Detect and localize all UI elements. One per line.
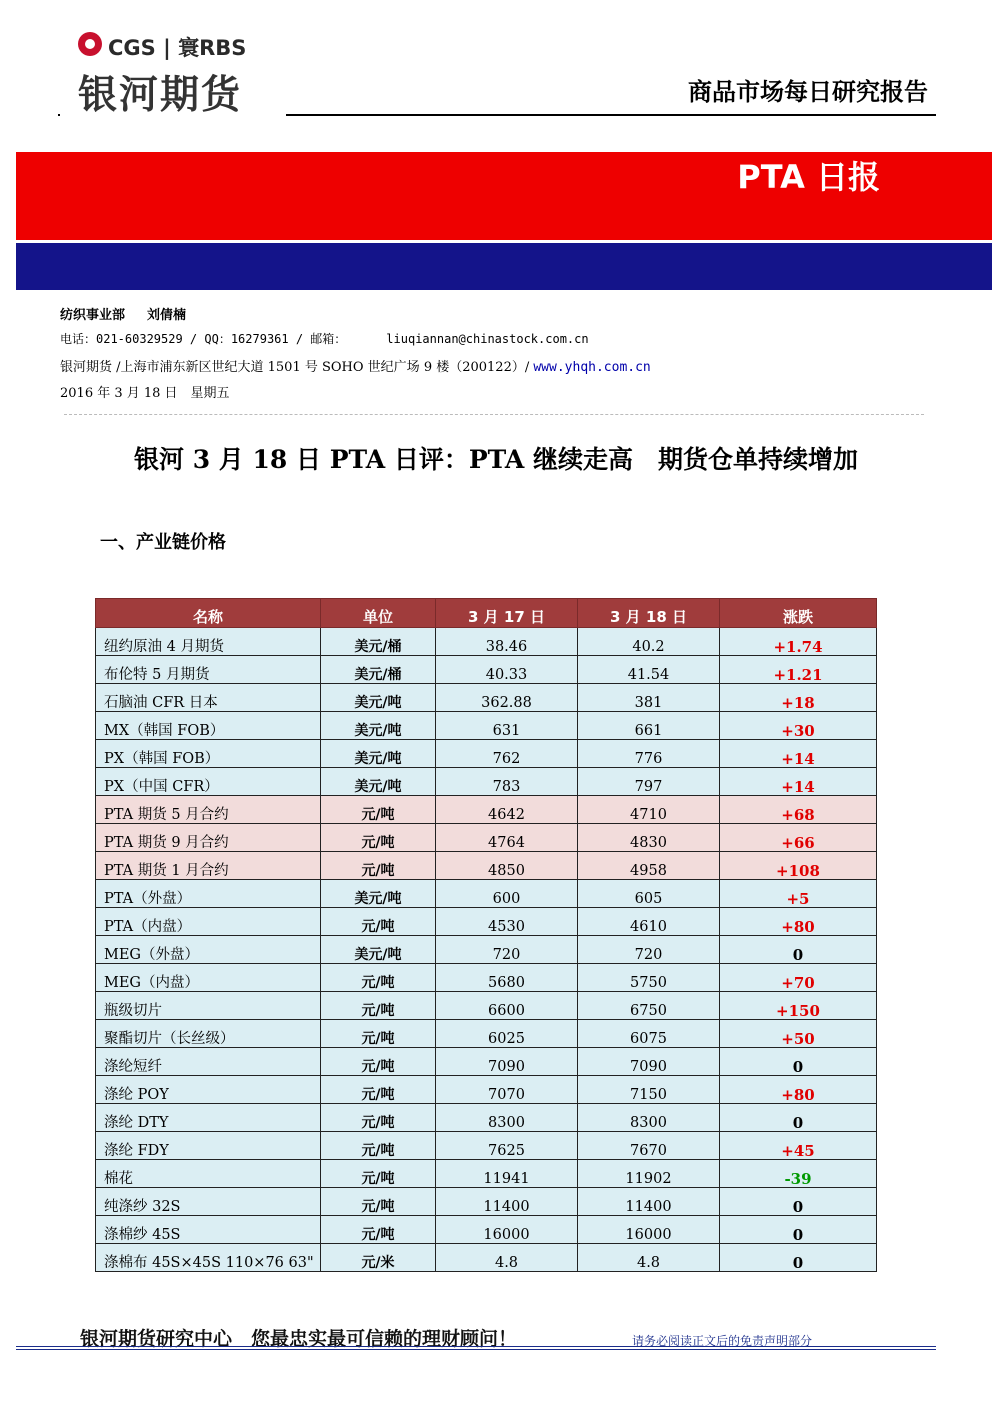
cell-name: 涤棉布 45S×45S 110×76 63" [96, 1244, 321, 1272]
cell-unit: 美元/吨 [321, 740, 436, 768]
cell-mar18: 605 [578, 880, 720, 908]
cell-mar18: 6075 [578, 1020, 720, 1048]
cell-unit: 元/吨 [321, 852, 436, 880]
cell-mar17: 4850 [436, 852, 578, 880]
cell-mar17: 762 [436, 740, 578, 768]
header-mar18: 3 月 18 日 [578, 599, 720, 628]
cell-mar17: 4.8 [436, 1244, 578, 1272]
cell-mar18: 797 [578, 768, 720, 796]
cell-mar17: 4764 [436, 824, 578, 852]
address-text: 银河期货 /上海市浦东新区世纪大道 1501 号 SOHO 世纪广场 9 楼（200122）/ [60, 360, 534, 375]
cell-unit: 元/吨 [321, 1076, 436, 1104]
cell-change: +108 [720, 852, 877, 880]
table-body [96, 628, 877, 1272]
cell-mar18: 7090 [578, 1048, 720, 1076]
cell-name: PX（韩国 FOB） [96, 740, 321, 768]
cell-unit: 元/吨 [321, 908, 436, 936]
cell-name: PTA 期货 9 月合约 [96, 824, 321, 852]
cell-unit: 美元/吨 [321, 880, 436, 908]
cell-change: +70 [720, 964, 877, 992]
cell-mar18: 661 [578, 712, 720, 740]
cell-mar18: 16000 [578, 1216, 720, 1244]
table-row [96, 1244, 877, 1272]
cell-mar18: 11400 [578, 1188, 720, 1216]
cell-name: MX（韩国 FOB） [96, 712, 321, 740]
table-row [96, 1216, 877, 1244]
table-header-row [96, 599, 877, 628]
price-table [95, 598, 877, 1272]
cell-mar17: 6600 [436, 992, 578, 1020]
cell-mar17: 40.33 [436, 656, 578, 684]
cell-name: 棉花 [96, 1160, 321, 1188]
table-row [96, 740, 877, 768]
cell-change: 0 [720, 1104, 877, 1132]
cell-change: 0 [720, 1216, 877, 1244]
cell-mar17: 8300 [436, 1104, 578, 1132]
section-title: 一、产业链价格 [100, 532, 226, 553]
cell-unit: 元/吨 [321, 1020, 436, 1048]
cell-change: 0 [720, 1244, 877, 1272]
cell-change: +1.21 [720, 656, 877, 684]
table-row [96, 1020, 877, 1048]
footer-slogan: 银河期货研究中心 您最忠实最可信赖的理财顾问！ [80, 1328, 518, 1350]
cell-mar17: 7625 [436, 1132, 578, 1160]
cell-change: 0 [720, 1188, 877, 1216]
report-type-title: 商品市场每日研究报告 [688, 78, 928, 106]
cell-change: 0 [720, 1048, 877, 1076]
table-row [96, 992, 877, 1020]
website-link[interactable]: www.yhqh.com.cn [533, 360, 651, 375]
cell-mar17: 600 [436, 880, 578, 908]
cell-mar17: 783 [436, 768, 578, 796]
department: 纺织事业部 [60, 308, 126, 323]
cell-name: 涤棉纱 45S [96, 1216, 321, 1244]
cell-mar18: 381 [578, 684, 720, 712]
cell-unit: 元/吨 [321, 1104, 436, 1132]
header-change: 涨跌 [720, 599, 877, 628]
table-row [96, 908, 877, 936]
cell-unit: 美元/吨 [321, 768, 436, 796]
cell-unit: 元/吨 [321, 1216, 436, 1244]
cell-change: +66 [720, 824, 877, 852]
cell-change: +30 [720, 712, 877, 740]
cell-unit: 美元/吨 [321, 936, 436, 964]
cell-change: 0 [720, 936, 877, 964]
cell-change: -39 [720, 1160, 877, 1188]
dashed-divider [64, 414, 924, 415]
cell-name: PTA（外盘） [96, 880, 321, 908]
table-row [96, 1132, 877, 1160]
footer-rule [16, 1346, 936, 1347]
logo-chinese-name: 银河期货 [78, 73, 243, 118]
cell-change: +45 [720, 1132, 877, 1160]
cell-unit: 元/吨 [321, 824, 436, 852]
cell-mar18: 4958 [578, 852, 720, 880]
table-row [96, 880, 877, 908]
table-row [96, 824, 877, 852]
banner-blue-band [16, 243, 992, 290]
cell-mar17: 362.88 [436, 684, 578, 712]
table-row [96, 1076, 877, 1104]
contact-line [60, 330, 589, 347]
email-link[interactable]: liuqiannan@chinastock.com.cn [386, 332, 589, 346]
cell-name: PTA 期货 5 月合约 [96, 796, 321, 824]
report-date: 2016 年 3 月 18 日 星期五 [60, 386, 230, 401]
cell-mar17: 720 [436, 936, 578, 964]
cell-change: +1.74 [720, 628, 877, 656]
cell-unit: 元/吨 [321, 796, 436, 824]
cell-mar18: 7150 [578, 1076, 720, 1104]
table-row [96, 768, 877, 796]
cell-change: +80 [720, 1076, 877, 1104]
cell-mar17: 4530 [436, 908, 578, 936]
cell-mar18: 7670 [578, 1132, 720, 1160]
cell-unit: 元/米 [321, 1244, 436, 1272]
cell-name: 涤纶 FDY [96, 1132, 321, 1160]
cell-unit: 元/吨 [321, 992, 436, 1020]
cell-name: 涤纶 DTY [96, 1104, 321, 1132]
cell-mar18: 4710 [578, 796, 720, 824]
cell-name: PTA（内盘） [96, 908, 321, 936]
cell-name: MEG（内盘） [96, 964, 321, 992]
cell-mar17: 11941 [436, 1160, 578, 1188]
cell-change: +14 [720, 768, 877, 796]
cell-name: 瓶级切片 [96, 992, 321, 1020]
footer-disclaimer: 请务必阅读正文后的免责声明部分 [632, 1334, 813, 1348]
author-line [60, 304, 186, 323]
cell-name: 涤纶 POY [96, 1076, 321, 1104]
cell-change: +68 [720, 796, 877, 824]
table-row [96, 628, 877, 656]
logo-brand-text: CGS | 寰RBS [108, 36, 247, 60]
cell-change: +80 [720, 908, 877, 936]
cell-mar17: 5680 [436, 964, 578, 992]
address-line [60, 356, 651, 375]
cell-change: +50 [720, 1020, 877, 1048]
table-row [96, 1188, 877, 1216]
cell-mar18: 4830 [578, 824, 720, 852]
table-row [96, 684, 877, 712]
cell-name: 聚酯切片（长丝级） [96, 1020, 321, 1048]
header-dot [58, 114, 60, 116]
table-row [96, 852, 877, 880]
cell-mar17: 11400 [436, 1188, 578, 1216]
cell-mar17: 16000 [436, 1216, 578, 1244]
cell-mar18: 4610 [578, 908, 720, 936]
cell-change: +18 [720, 684, 877, 712]
cell-change: +5 [720, 880, 877, 908]
cell-change: +14 [720, 740, 877, 768]
table-row [96, 796, 877, 824]
cell-mar18: 776 [578, 740, 720, 768]
main-title: 银河 3 月 18 日 PTA 日评：PTA 继续走高 期货仓单持续增加 [134, 445, 858, 474]
cell-name: 纽约原油 4 月期货 [96, 628, 321, 656]
cell-mar17: 4642 [436, 796, 578, 824]
cell-mar18: 40.2 [578, 628, 720, 656]
cell-unit: 美元/桶 [321, 656, 436, 684]
cell-mar17: 7070 [436, 1076, 578, 1104]
cell-unit: 元/吨 [321, 964, 436, 992]
footer-rule [16, 1349, 936, 1350]
cell-mar18: 720 [578, 936, 720, 964]
cell-mar17: 38.46 [436, 628, 578, 656]
cell-mar17: 631 [436, 712, 578, 740]
table-row [96, 1160, 877, 1188]
cell-unit: 元/吨 [321, 1188, 436, 1216]
cell-mar18: 6750 [578, 992, 720, 1020]
cell-name: 纯涤纱 32S [96, 1188, 321, 1216]
cell-mar18: 41.54 [578, 656, 720, 684]
cell-mar18: 5750 [578, 964, 720, 992]
cell-mar18: 8300 [578, 1104, 720, 1132]
contact-text: 电话：021-60329529 / QQ：16279361 / 邮箱： [60, 332, 347, 346]
banner-title: PTA 日报 [737, 158, 880, 196]
cell-mar17: 7090 [436, 1048, 578, 1076]
cell-name: PX（中国 CFR） [96, 768, 321, 796]
cell-unit: 美元/吨 [321, 684, 436, 712]
cell-name: 石脑油 CFR 日本 [96, 684, 321, 712]
cell-mar18: 4.8 [578, 1244, 720, 1272]
cell-unit: 元/吨 [321, 1048, 436, 1076]
cell-name: PTA 期货 1 月合约 [96, 852, 321, 880]
header-mar17: 3 月 17 日 [436, 599, 578, 628]
table-row [96, 964, 877, 992]
cell-unit: 美元/吨 [321, 712, 436, 740]
cell-name: 布伦特 5 月期货 [96, 656, 321, 684]
header-unit: 单位 [321, 599, 436, 628]
cell-unit: 美元/桶 [321, 628, 436, 656]
header-divider [286, 114, 936, 116]
cell-name: 涤纶短纤 [96, 1048, 321, 1076]
cell-unit: 元/吨 [321, 1132, 436, 1160]
cell-mar18: 11902 [578, 1160, 720, 1188]
table-row [96, 712, 877, 740]
cgs-swirl-icon [78, 32, 102, 56]
author-name: 刘倩楠 [147, 308, 187, 323]
table-row [96, 656, 877, 684]
table-row [96, 1104, 877, 1132]
cell-unit: 元/吨 [321, 1160, 436, 1188]
header-name: 名称 [96, 599, 321, 628]
cell-name: MEG（外盘） [96, 936, 321, 964]
cell-mar17: 6025 [436, 1020, 578, 1048]
table-row [96, 1048, 877, 1076]
company-logo [78, 30, 268, 118]
table-row [96, 936, 877, 964]
cell-change: +150 [720, 992, 877, 1020]
